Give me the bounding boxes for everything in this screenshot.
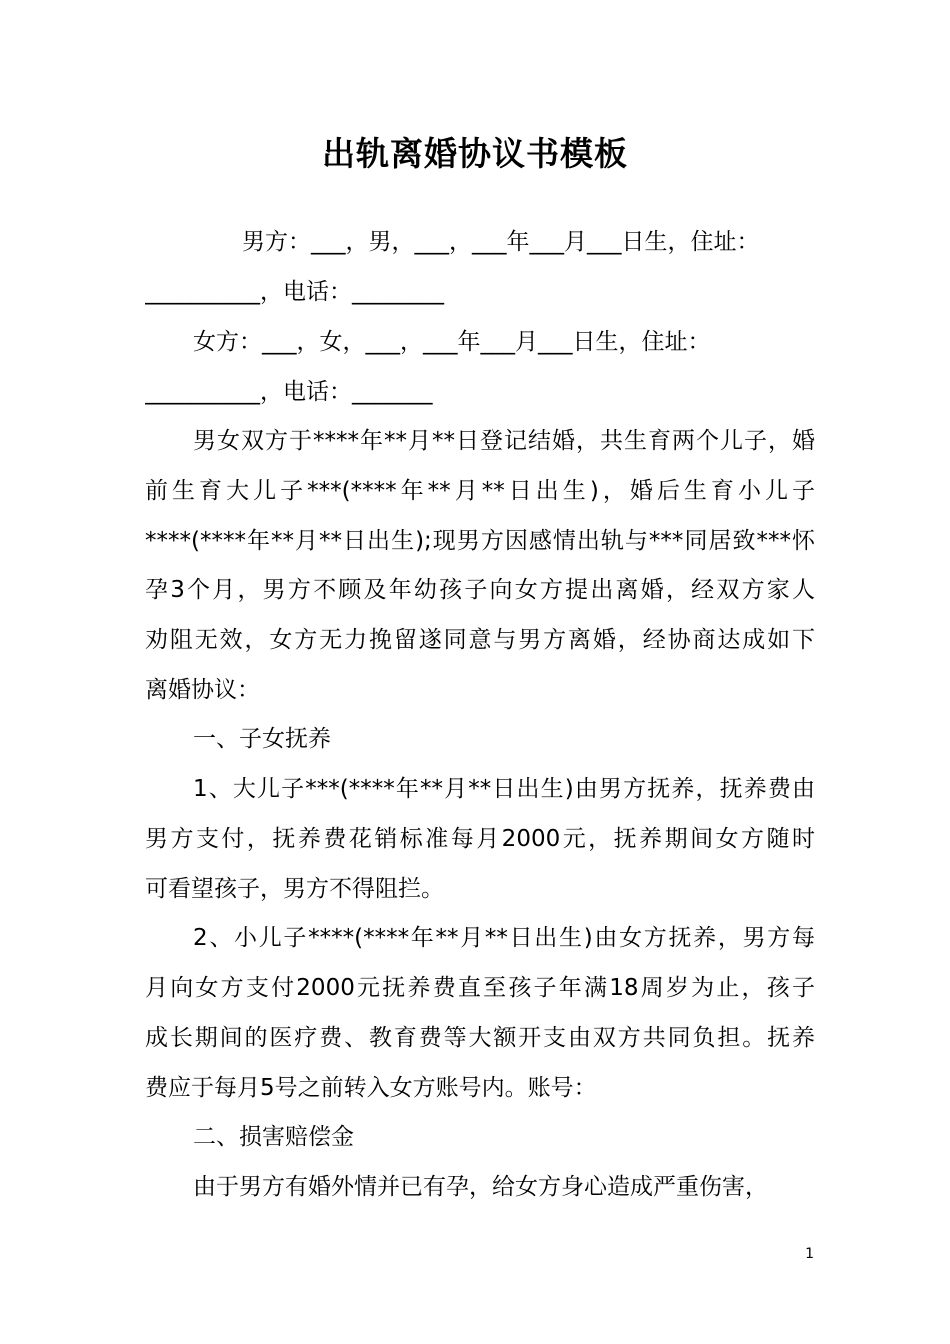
female-party-line: 女方：___，女，___，___年___月___日生，住址： [193,329,711,355]
paragraph-line: 月向女方支付2000元抚养费直至孩子年满18周岁为止，孩子 [145,975,815,1001]
male-party-contact-line: __________，电话：________ [145,279,444,305]
section-heading: 一、子女抚养 [193,726,331,752]
paragraph-line: 费应于每月5号之前转入女方账号内。账号： [145,1075,597,1101]
paragraph-line: 劝阻无效，女方无力挽留遂同意与男方离婚，经协商达成如下 [145,627,815,653]
page-number: 1 [805,1246,814,1262]
page-title: 出轨离婚协议书模板 [322,134,628,173]
paragraph-line: 孕3个月，男方不顾及年幼孩子向女方提出离婚，经双方家人 [145,577,815,603]
paragraph-line: 可看望孩子，男方不得阻拦。 [145,876,444,902]
female-party-contact-line: __________，电话：_______ [145,379,433,405]
paragraph-line: ****(****年**月**日出生);现男方因感情出轨与***同居致***怀 [145,528,815,554]
paragraph-line: 前生育大儿子***(****年**月**日出生)，婚后生育小儿子 [145,478,815,504]
male-party-line: 男方：___，男，___，___年___月___日生，住址： [242,229,760,255]
paragraph-line: 男女双方于****年**月**日登记结婚，共生育两个儿子，婚 [193,428,815,454]
paragraph-line: 男方支付，抚养费花销标准每月2000元，抚养期间女方随时 [145,826,815,852]
section-heading: 二、损害赔偿金 [193,1124,354,1150]
paragraph-line: 成长期间的医疗费、教育费等大额开支由双方共同负担。抚养 [145,1025,815,1051]
paragraph-line: 1、大儿子***(****年**月**日出生)由男方抚养，抚养费由 [193,776,815,802]
paragraph-line: 由于男方有婚外情并已有孕，给女方身心造成严重伤害， [193,1174,768,1200]
paragraph-line: 离婚协议： [145,677,260,703]
paragraph-line: 2、小儿子****(****年**月**日出生)由女方抚养，男方每 [193,925,815,951]
